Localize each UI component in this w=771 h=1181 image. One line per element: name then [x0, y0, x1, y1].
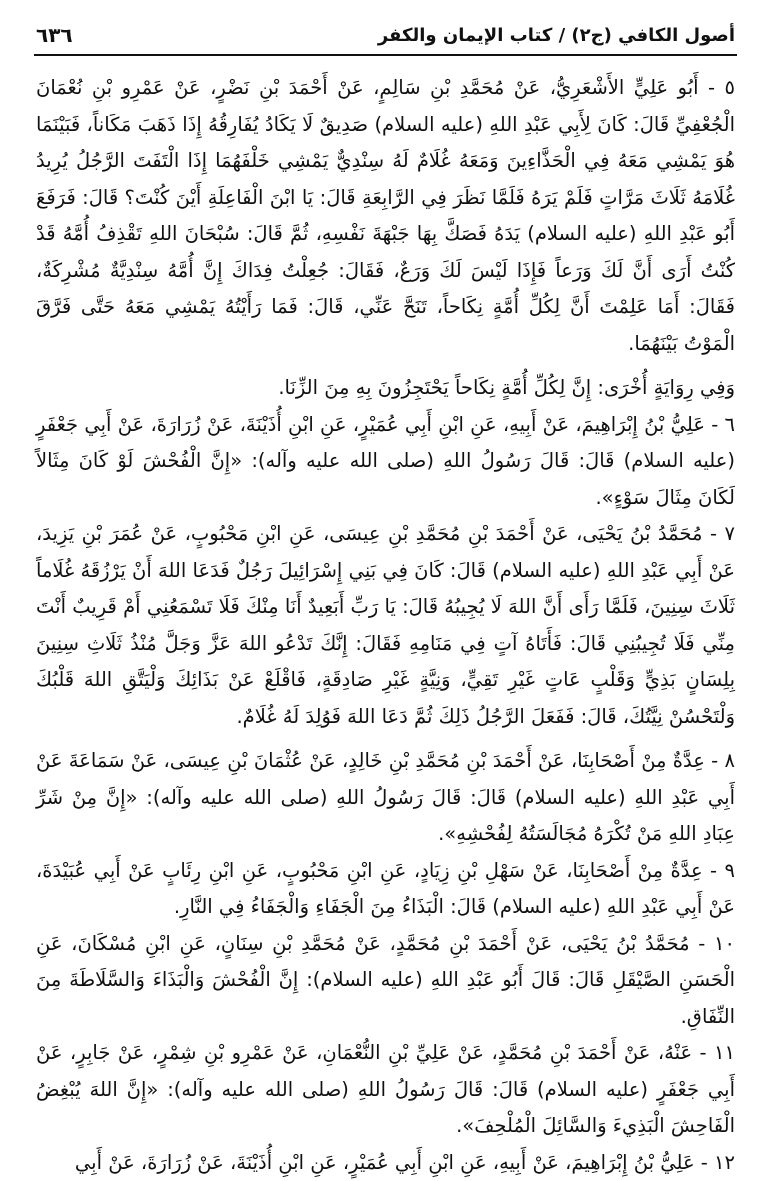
hadith-5: ٥ - أَبُو عَلِيٍّ الأَشْعَرِيُّ، عَنْ مُحَمَّدِ بْنِ سَالِمٍ، عَنْ أَحْمَدَ بْنِ نَضْرٍ، عَنْ عَمْرِو بْنِ نُعْمَانَ الْجُعْفِيِّ قَالَ: كَانَ لِأَبِي عَبْدِ اللهِ (عليه السلام) صَدِيقٌ لَا يَكَادُ يُفَارِقُهُ إِذَا ذَهَبَ مَكَاناً، فَبَيْنَمَا هُوَ يَمْشِي مَعَهُ فِي الْحَذَّاءِينَ وَمَعَهُ غُلَامٌ لَهُ سِنْدِيٌّ يَمْشِي خَلْفَهُمَا إِذَا الْتَفَتَ الرَّجُلُ يُرِيدُ غُلَامَهُ ثَلَاثَ مَرَّاتٍ فَلَمْ يَرَهُ فَلَمَّا نَظَرَ فِي الرَّابِعَةِ قَالَ: يَا ابْنَ الْفَاعِلَةِ أَيْنَ كُنْتَ؟ قَالَ: فَرَفَعَ أَبُو عَبْدِ اللهِ (عليه السلام) يَدَهُ فَصَكَّ بِهَا جَبْهَةَ نَفْسِهِ، ثُمَّ قَالَ: سُبْحَانَ اللهِ تَقْذِفُ أُمَّهُ قَدْ كُنْتُ أَرَى أَنَّ لَكَ وَرَعاً فَإِذَا لَيْسَ لَكَ وَرَعٌ، فَقَالَ: جُعِلْتُ فِدَاكَ إِنَّ أُمَّهُ سِنْدِيَّةٌ مُشْرِكَةٌ، فَقَالَ: أَمَا عَلِمْتَ أَنَّ لِكُلِّ أُمَّةٍ نِكَاحاً، تَنَحَّ عَنِّي، قَالَ: فَمَا رَأَيْتُهُ يَمْشِي مَعَهُ حَتَّى فَرَّقَ الْمَوْتُ بَيْنَهُمَا.	[36, 70, 735, 362]
page-header	[36, 20, 735, 50]
hadith-8: ٨ - عِدَّةٌ مِنْ أَصْحَابِنَا، عَنْ أَحْمَدَ بْنِ مُحَمَّدِ بْنِ خَالِدٍ، عَنْ عُثْمَانَ بْنِ عِيسَى، عَنْ سَمَاعَةَ عَنْ أَبِي عَبْدِ اللهِ (عليه السلام) قَالَ: قَالَ رَسُولُ اللهِ (صلى الله عليه وآله): «إِنَّ مِنْ شَرِّ عِبَادِ اللهِ مَنْ تُكْرَهُ مُجَالَسَتُهُ لِفُحْشِهِ».	[36, 743, 735, 853]
running-title: أصول الكافي (ج٢) / كتاب الإيمان والكفر	[378, 25, 735, 46]
hadith-6: ٦ - عَلِيُّ بْنُ إِبْرَاهِيمَ، عَنْ أَبِيهِ، عَنِ ابْنِ أَبِي عُمَيْرٍ، عَنِ ابْنِ أُذَيْنَةَ، عَنْ زُرَارَةَ، عَنْ أَبِي جَعْفَرٍ (عليه السلام) قَالَ: قَالَ رَسُولُ اللهِ (صلى الله عليه وآله): «إِنَّ الْفُحْشَ لَوْ كَانَ مِثَالاً لَكَانَ مِثَالَ سَوْءٍ».	[36, 407, 735, 517]
hadith-10: ١٠ - مُحَمَّدُ بْنُ يَحْيَى، عَنْ أَحْمَدَ بْنِ مُحَمَّدٍ، عَنْ مُحَمَّدِ بْنِ سِنَانٍ، عَنِ ابْنِ مُسْكَانَ، عَنِ الْحَسَنِ الصَّيْقَلِ قَالَ: قَالَ أَبُو عَبْدِ اللهِ (عليه السلام): إِنَّ الْفُحْشَ وَالْبَذَاءَ وَالسَّلَاطَةَ مِنَ النِّفَاقِ.	[36, 926, 735, 1036]
page-number: ٦٣٦	[36, 23, 73, 47]
hadith-7: ٧ - مُحَمَّدُ بْنُ يَحْيَى، عَنْ أَحْمَدَ بْنِ مُحَمَّدِ بْنِ عِيسَى، عَنِ ابْنِ مَحْبُوبٍ، عَنْ عُمَرَ بْنِ يَزِيدَ، عَنْ أَبِي عَبْدِ اللهِ (عليه السلام) قَالَ: كَانَ فِي بَنِي إِسْرَائِيلَ رَجُلٌ فَدَعَا اللهَ أَنْ يَرْزُقَهُ غُلَاماً ثَلَاثَ سِنِينَ، فَلَمَّا رَأَى أَنَّ اللهَ لَا يُجِيبُهُ قَالَ: يَا رَبِّ أَبَعِيدٌ أَنَا مِنْكَ فَلَا تَسْمَعُنِي أَمْ قَرِيبٌ أَنْتَ مِنِّي فَلَا تُجِيبُنِي قَالَ: فَأَتَاهُ آتٍ فِي مَنَامِهِ فَقَالَ: إِنَّكَ تَدْعُو اللهَ عَزَّ وَجَلَّ مُنْذُ ثَلَاثِ سِنِينَ بِلِسَانٍ بَذِيٍّ وَقَلْبٍ عَاتٍ غَيْرِ تَقِيٍّ، وَنِيَّةٍ غَيْرِ صَادِقَةٍ، فَاقْلَعْ عَنْ بَذَائِكَ وَلْيَتَّقِ اللهَ قَلْبُكَ وَلْتَحْسُنْ نِيَّتُكَ، قَالَ: فَفَعَلَ الرَّجُلُ ذَلِكَ ثُمَّ دَعَا اللهَ فَوُلِدَ لَهُ غُلَامٌ.	[36, 516, 735, 735]
hadith-11: ١١ - عَنْهُ، عَنْ أَحْمَدَ بْنِ مُحَمَّدٍ، عَنْ عَلِيِّ بْنِ النُّعْمَانِ، عَنْ عَمْرِو بْنِ شِمْرٍ، عَنْ جَابِرٍ، عَنْ أَبِي جَعْفَرٍ (عليه السلام) قَالَ: قَالَ رَسُولُ اللهِ (صلى الله عليه وآله): «إِنَّ اللهَ يُبْغِضُ الْفَاحِشَ الْبَذِيءَ وَالسَّائِلَ الْمُلْحِفَ».	[36, 1035, 735, 1145]
hadith-9: ٩ - عِدَّةٌ مِنْ أَصْحَابِنَا، عَنْ سَهْلِ بْنِ زِيَادٍ، عَنِ ابْنِ مَحْبُوبٍ، عَنِ ابْنِ رِئَابٍ عَنْ أَبِي عُبَيْدَةَ، عَنْ أَبِي عَبْدِ اللهِ (عليه السلام) قَالَ: الْبَذَاءُ مِنَ الْجَفَاءِ وَالْجَفَاءُ فِي النَّارِ.	[36, 853, 735, 926]
page-body	[36, 70, 735, 1107]
header-rule	[34, 54, 737, 56]
hadith-5-variant: وَفِي رِوَايَةٍ أُخْرَى: إِنَّ لِكُلِّ أُمَّةٍ نِكَاحاً يَحْتَجِزُونَ بِهِ مِنَ الزِّنَا.	[36, 370, 735, 407]
hadith-12: ١٢ - عَلِيُّ بْنُ إِبْرَاهِيمَ، عَنْ أَبِيهِ، عَنِ ابْنِ أَبِي عُمَيْرٍ، عَنِ ابْنِ أُذَيْنَةَ، عَنْ زُرَارَةَ، عَنْ أَبِي	[36, 1145, 735, 1181]
